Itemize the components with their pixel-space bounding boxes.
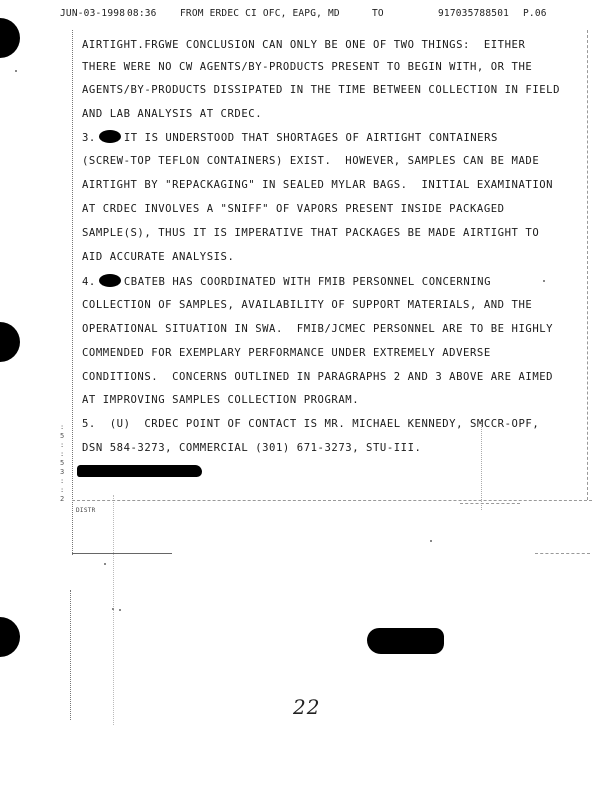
body-line: DSN 584-3273, COMMERCIAL (301) 671-3273, STU-III. — [82, 442, 422, 454]
paragraph-number: 4. — [82, 276, 96, 288]
fax-speck — [112, 608, 114, 610]
body-line: OPERATIONAL SITUATION IN SWA. FMIB/JCMEC PERSONNEL ARE TO BE HIGHLY — [82, 323, 554, 335]
signature-redaction — [77, 465, 202, 477]
stamp-redaction — [367, 628, 444, 654]
separator-line — [460, 503, 520, 504]
fax-to: TO — [372, 8, 384, 19]
body-line: SAMPLE(S), THUS IT IS IMPERATIVE THAT PACKAGES BE MADE AIRTIGHT TO — [82, 227, 540, 239]
fax-time: 08:36 — [127, 8, 157, 19]
punch-hole — [0, 322, 20, 362]
separator-line — [72, 553, 172, 554]
fax-header — [60, 8, 560, 22]
paragraph-4-first-line — [82, 274, 491, 288]
body-line: AIRTIGHT BY "REPACKAGING" IN SEALED MYLAR BAGS. INITIAL EXAMINATION — [82, 179, 554, 191]
fax-speck — [430, 540, 432, 542]
body-line: CONDITIONS. CONCERNS OUTLINED IN PARAGRAPHS 2 AND 3 ABOVE ARE AIMED — [82, 371, 554, 383]
body-line: AID ACCURATE ANALYSIS. — [82, 251, 235, 263]
fax-speck — [119, 609, 121, 611]
classification-redaction — [99, 130, 121, 143]
body-line: COMMENDED FOR EXEMPLARY PERFORMANCE UNDER EXTREMELY ADVERSE — [82, 347, 491, 359]
fax-number: 917035788501 — [438, 8, 510, 19]
body-line: AT IMPROVING SAMPLES COLLECTION PROGRAM. — [82, 394, 360, 406]
body-line: AGENTS/BY-PRODUCTS DISSIPATED IN THE TIME BETWEEN COLLECTION IN FIELD — [82, 84, 561, 96]
paragraph-number: 3. — [82, 132, 96, 144]
margin-rule — [72, 30, 73, 555]
fax-speck — [15, 70, 17, 72]
body-line: COLLECTION OF SAMPLES, AVAILABILITY OF SUPPORT MATERIALS, AND THE — [82, 299, 533, 311]
body-line: AND LAB ANALYSIS AT CRDEC. — [82, 108, 263, 120]
margin-rule — [587, 30, 588, 500]
punch-hole — [0, 18, 20, 58]
fax-date: JUN-03-1998 — [60, 8, 126, 19]
handwritten-page-number: 22 — [293, 695, 321, 719]
fax-page-number: P.06 — [523, 8, 547, 19]
fax-speck — [543, 280, 545, 282]
punch-hole — [0, 617, 20, 657]
body-line: 5. (U) CRDEC POINT OF CONTACT IS MR. MICHAEL KENNEDY, SMCCR-OPF, — [82, 418, 540, 430]
body-line-text: IT IS UNDERSTOOD THAT SHORTAGES OF AIRTIGHT CONTAINERS — [123, 132, 498, 144]
paragraph-3-first-line — [82, 130, 498, 144]
body-line: THERE WERE NO CW AGENTS/BY-PRODUCTS PRESENT TO BEGIN WITH, OR THE — [82, 61, 533, 73]
distribution-label: DISTR — [76, 507, 96, 514]
margin-rule — [481, 420, 482, 510]
body-line-text: CBATEB HAS COORDINATED WITH FMIB PERSONNEL CONCERNING — [123, 276, 492, 288]
margin-marks: : 5 : : 5 3 : : 2 — [60, 423, 65, 503]
classification-redaction — [99, 274, 121, 287]
body-line: AIRTIGHT.FRGWE CONCLUSION CAN ONLY BE ONE OF TWO THINGS: EITHER — [82, 39, 526, 51]
margin-rule — [113, 495, 114, 725]
fax-speck — [104, 563, 106, 565]
separator-line — [535, 553, 590, 554]
body-line: (SCREW-TOP TEFLON CONTAINERS) EXIST. HOWEVER, SAMPLES CAN BE MADE — [82, 155, 540, 167]
fax-from: FROM ERDEC CI OFC, EAPG, MD — [180, 8, 340, 19]
separator-line — [72, 500, 592, 501]
body-line: AT CRDEC INVOLVES A "SNIFF" OF VAPORS PRESENT INSIDE PACKAGED — [82, 203, 505, 215]
margin-rule — [70, 590, 71, 720]
